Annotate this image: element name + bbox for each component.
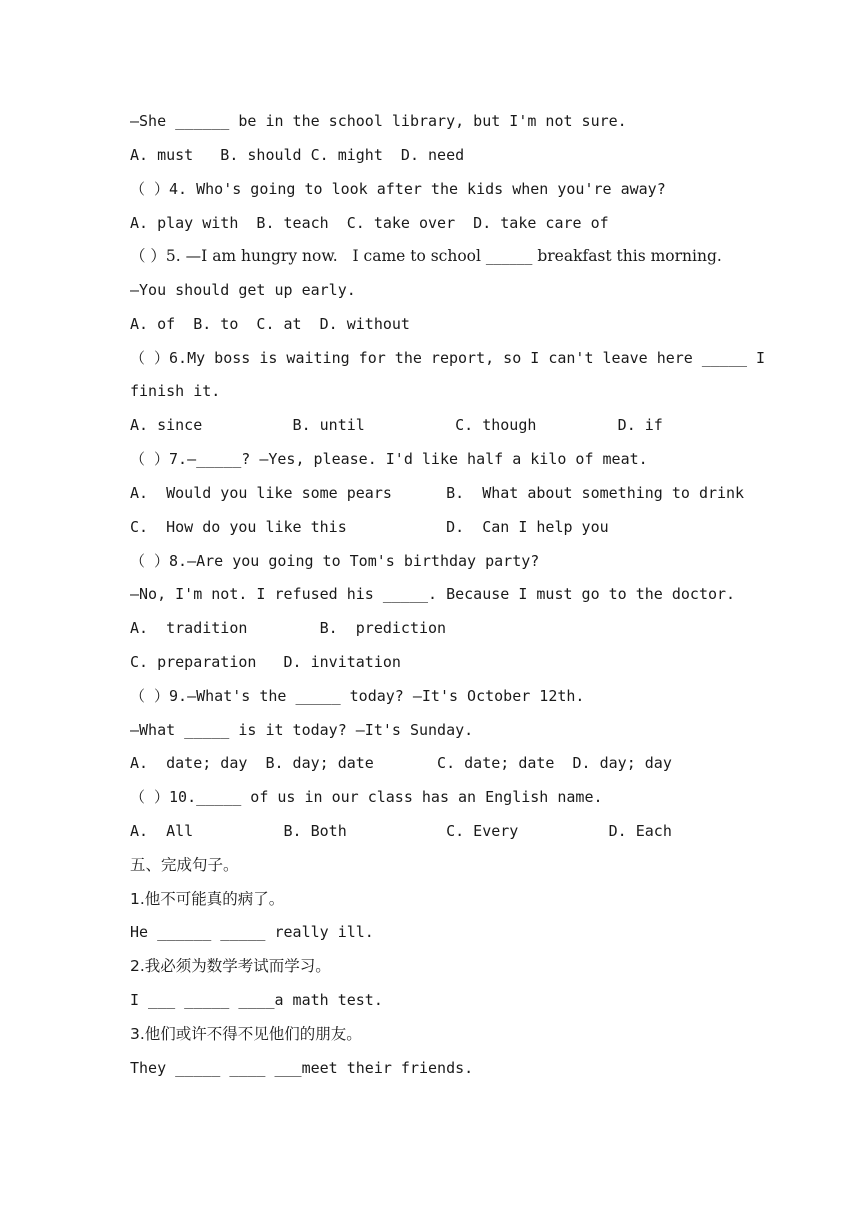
text-line: 2.我必须为数学考试而学习。 <box>130 957 331 975</box>
text-line: He ______ _____ really ill. <box>130 923 374 941</box>
section-heading: 五、完成句子。 <box>130 856 239 874</box>
text-line: —What _____ is it today? —It's Sunday. <box>130 721 474 739</box>
text-line: —You should get up early. <box>130 281 356 299</box>
text-line: A. All B. Both C. Every D. Each <box>130 822 672 840</box>
text-line: A. of B. to C. at D. without <box>130 315 410 333</box>
text-line: A. Would you like some pears B. What about something to drink <box>130 484 745 502</box>
text-line: （ ）6.My boss is waiting for the report, so I can't leave here _____ I <box>130 349 766 367</box>
text-line: A. must B. should C. might D. need <box>130 146 465 164</box>
text-line: （ ）9.—What's the _____ today? —It's October 12th. <box>130 687 585 705</box>
text-line: finish it. <box>130 382 221 400</box>
text-line: 1.他不可能真的病了。 <box>130 890 285 908</box>
text-line: I ___ _____ ____a math test. <box>130 991 383 1009</box>
text-line: （ ）5. —I am hungry now. I came to school ______ breakfast this morning. <box>130 247 722 265</box>
text-line: C. preparation D. invitation <box>130 653 401 671</box>
text-line: A. since B. until C. though D. if <box>130 416 663 434</box>
text-line: A. play with B. teach C. take over D. take care of <box>130 214 609 232</box>
text-line: 3.他们或许不得不见他们的朋友。 <box>130 1025 362 1043</box>
text-line: （ ）8.—Are you going to Tom's birthday party? <box>130 552 540 570</box>
text-line: （ ）4. Who's going to look after the kids when you're away? <box>130 180 666 198</box>
text-line: C. How do you like this D. Can I help you <box>130 518 609 536</box>
text-line: （ ）10._____ of us in our class has an English name. <box>130 788 603 806</box>
text-line: （ ）7.—_____? —Yes, please. I'd like half a kilo of meat. <box>130 450 648 468</box>
text-line: A. date; day B. day; date C. date; date D. day; day <box>130 754 672 772</box>
text-line: A. tradition B. prediction <box>130 619 447 637</box>
text-line: They _____ ____ ___meet their friends. <box>130 1059 474 1077</box>
text-line: —No, I'm not. I refused his _____. Because I must go to the doctor. <box>130 585 736 603</box>
text-line: —She ______ be in the school library, but I'm not sure. <box>130 112 627 130</box>
